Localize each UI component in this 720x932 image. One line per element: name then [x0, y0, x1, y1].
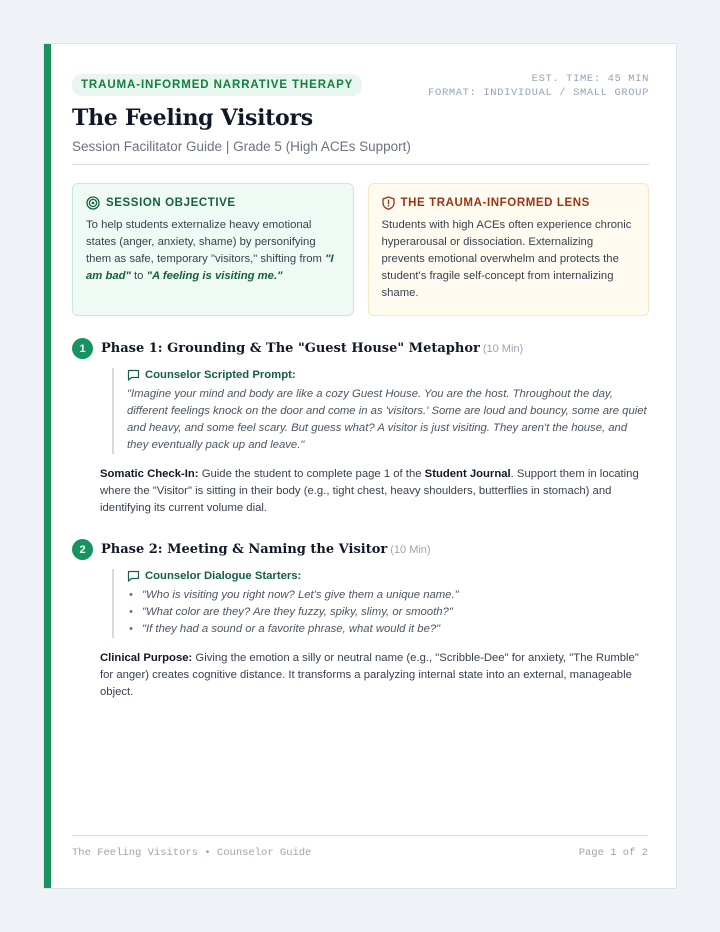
prompt-text: "Imagine your mind and body are like a cozy Guest House. You are the host. Throughout the day, different feelings knock on the door and come in as 'visitors.' Some are loud and bouncy, some are quiet and heavy, and some feel scary. But guess what? A visitor is just visiting. They aren't the house, and they eventually pack up and leave."	[127, 388, 647, 451]
phase-time: (10 Min)	[390, 544, 431, 556]
lens-text: Students with high ACEs often experience chronic hyperarousal or dissociation. Externalizing prevents emotional overwhelm and protects the student's fragile self-concept from internalizing shame.	[381, 219, 632, 299]
dialogue-starters	[112, 569, 649, 638]
scripted-prompt	[112, 368, 649, 454]
session-meta	[428, 72, 649, 100]
objective-card	[72, 183, 354, 316]
phase-number: 1	[72, 338, 93, 359]
list-item: • "If they had a sound or a favorite phrase, what would it be?"	[129, 623, 441, 635]
info-cards	[72, 183, 649, 316]
session-format: FORMAT: INDIVIDUAL / SMALL GROUP	[428, 87, 649, 99]
phase-title: Phase 1: Grounding & The "Guest House" Metaphor (10 Min)	[101, 341, 524, 356]
estimated-time: EST. TIME: 45 MIN	[531, 73, 649, 85]
lens-card	[368, 183, 650, 316]
phase-1	[72, 338, 649, 517]
speech-bubble-icon	[127, 570, 140, 582]
list-item: • "Who is visiting you right now? Let's give them a unique name."	[129, 589, 459, 601]
prompt-label: Counselor Scripted Prompt:	[145, 369, 296, 381]
page-number: Page 1 of 2	[578, 847, 648, 859]
list-item: • "What color are they? Are they fuzzy, spiky, slimy, or smooth?"	[129, 606, 453, 618]
page-subtitle: Session Facilitator Guide | Grade 5 (High ACEs Support)	[72, 139, 411, 154]
objective-text: To help students externalize heavy emotional states (anger, anxiety, shame) by personifying them as safe, temporary "visitors," shifting from "I am bad" to "A feeling is visiting me."	[86, 219, 334, 282]
target-icon	[86, 196, 100, 210]
lens-heading: THE TRAUMA-INFORMED LENS	[400, 197, 590, 209]
page-title: The Feeling Visitors	[72, 105, 313, 131]
phase-2	[72, 539, 649, 701]
document-page	[43, 43, 677, 889]
header	[72, 74, 649, 165]
starters-label: Counselor Dialogue Starters:	[145, 570, 302, 582]
starters-list	[127, 587, 649, 638]
phase-title: Phase 2: Meeting & Naming the Visitor (10 Min)	[101, 542, 431, 557]
page-footer	[72, 835, 648, 859]
footer-title: The Feeling Visitors • Counselor Guide	[72, 847, 312, 859]
category-tag: TRAUMA-INFORMED NARRATIVE THERAPY	[72, 74, 362, 96]
objective-heading: SESSION OBJECTIVE	[106, 197, 236, 209]
shield-icon	[382, 196, 395, 210]
phase-number: 2	[72, 539, 93, 560]
accent-bar	[44, 44, 51, 888]
phase-time: (10 Min)	[482, 343, 524, 355]
clinical-purpose: Clinical Purpose: Giving the emotion a silly or neutral name (e.g., "Scribble-Dee" for anxiety, "The Rumble" for anger) creates cognitive distance. It transforms a paralyzing internal state into an external, manageable object.	[100, 652, 639, 698]
somatic-check-in: Somatic Check-In: Guide the student to complete page 1 of the Student Journal. Support them in locating where the "Visitor" is sitting in their body (e.g., tight chest, heavy shoulders, butterflies in stomach) and identifying its current volume dial.	[100, 468, 639, 514]
speech-bubble-icon	[127, 369, 140, 381]
